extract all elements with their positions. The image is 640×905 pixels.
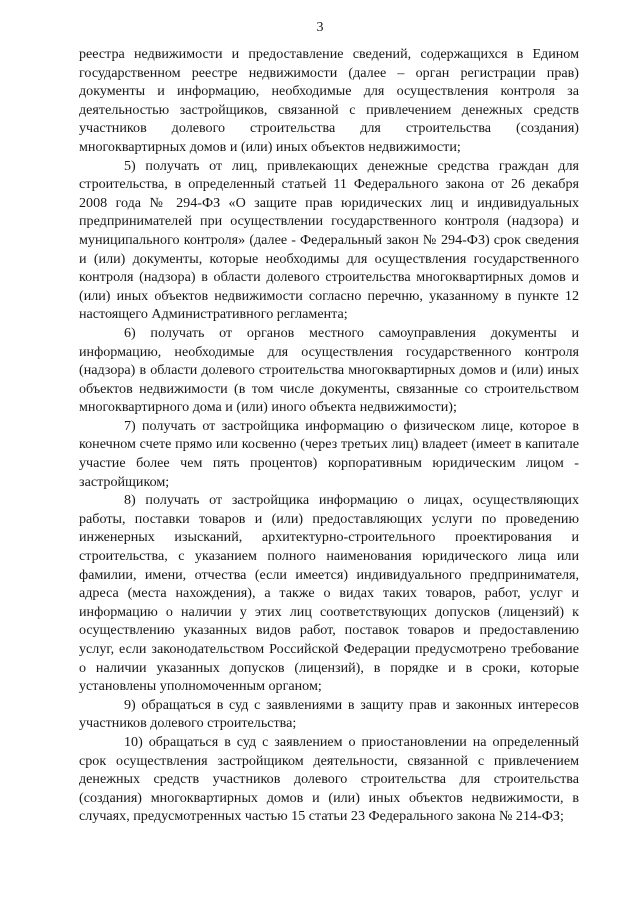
- paragraph-item-8: 8) получать от застройщика информацию о лицах, осуществляющих работы, поставки товаров и (или) предоставляющих услуги по проведению инженерных изысканий, архитектурно-строительного проектирования и строительства, с указанием полного наименования юридического лица или фамилии, имени, отчества (если имеется) индивидуального предпринимателя, адреса (места нахождения), а также о видах таких товаров, работ, услуг и информацию о наличии у этих лиц соответствующих допусков (лицензий) к осуществлению указанных видов работ, поставок товаров и предоставлению услуг, если законодательством Российской Федерации предусмотрено требование о наличии указанных допусков (лицензий), в порядке и в сроки, которые установлены уполномоченным органом;: [79, 492, 579, 695]
- paragraph-continuation: реестра недвижимости и предоставление сведений, содержащихся в Едином государственном реестре недвижимости (далее – орган регистрации прав) документы и информацию, необходимые для осуществления контроля за деятельностью застройщиков, связанной с привлечением денежных средств участников долевого строительства для строительства (создания) многоквартирных домов и (или) иных объектов недвижимости;: [79, 46, 579, 155]
- paragraph-item-5: 5) получать от лиц, привлекающих денежные средства граждан для строительства, в определенный статьей 11 Федерального закона от 26 декабря 2008 года № 294-ФЗ «О защите прав юридических лиц и индивидуальных предпринимателей при осуществлении государственного контроля (надзора) и муниципального контроля» (далее - Федеральный закон № 294-ФЗ) срок сведения и (или) документы, которые необходимы для осуществления государственного контроля (надзора) в области долевого строительства многоквартирных домов и (или) иных объектов недвижимости согласно перечню, указанному в пункте 12 настоящего Административного регламента;: [79, 157, 579, 323]
- page-number: 3: [316, 20, 324, 35]
- paragraph-item-6: 6) получать от органов местного самоуправления документы и информацию, необходимые для осуществления государственного контроля (надзора) в области долевого строительства многоквартирных домов и (или) иных объектов недвижимости (в том числе документы, связанные со строительством многоквартирного дома и (или) иного объекта недвижимости);: [79, 324, 579, 416]
- paragraph-item-7: 7) получать от застройщика информацию о физическом лице, которое в конечном счете прямо или косвенно (через третьих лиц) владеет (имеет в капитале участие более чем пять процентов) корпоративным юридическим лицом - застройщиком;: [79, 417, 579, 490]
- document-body: [79, 45, 579, 826]
- paragraph-item-9: 9) обращаться в суд с заявлениями в защиту прав и законных интересов участников долевого строительства;: [79, 696, 579, 732]
- paragraph-item-10: 10) обращаться в суд с заявлением о приостановлении на определенный срок осуществления застройщиком деятельности, связанной с привлечением денежных средств участников долевого строительства для строительства (создания) многоквартирных домов и (или) иных объектов недвижимости, в случаях, предусмотренных частью 15 статьи 23 Федерального закона № 214-ФЗ;: [79, 733, 579, 825]
